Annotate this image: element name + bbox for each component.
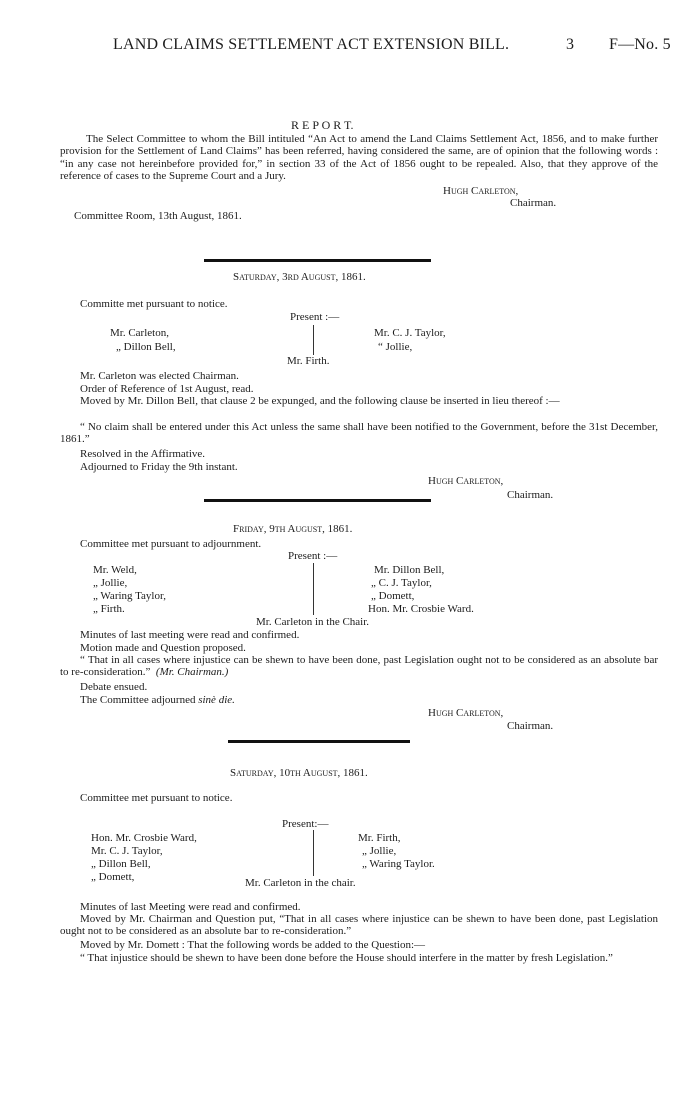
meeting3-line1: Minutes of last Meeting were read and confirmed. (80, 901, 301, 913)
meeting2-adjourned-line (80, 694, 235, 706)
meeting2-motion: “ That in all cases where injustice can be shewn to have been done, past Legislation ought not to be considered as an absolute bar to re-consideration.” (60, 654, 658, 679)
present-divider (313, 325, 314, 355)
report-heading: R E P O R T. (291, 118, 354, 132)
meeting1-motion: Moved by Mr. Dillon Bell, that clause 2 be expunged, and the following clause be inserted in lieu thereof :— (80, 395, 560, 407)
section-divider (228, 740, 410, 743)
meeting3-present-left-1: Hon. Mr. Crosbie Ward, (91, 832, 197, 844)
meeting3-present-label: Present:— (282, 818, 329, 830)
meeting1-adjourned: Adjourned to Friday the 9th instant. (80, 461, 238, 473)
meeting2-motion-attribution: (Mr. Chairman.) (155, 666, 229, 679)
page-number: 3 (566, 36, 575, 53)
meeting3-present-right-2: „ Jollie, (362, 845, 397, 857)
meeting1-line1: Mr. Carleton was elected Chairman. (80, 370, 239, 382)
meeting2-present-label: Present :— (288, 550, 338, 562)
meeting2-present-left-4: „ Firth. (93, 603, 125, 615)
meeting2-motion-block (60, 654, 658, 679)
meeting1-signature-title: Chairman. (507, 489, 554, 501)
meeting3-present-left-2: Mr. C. J. Taylor, (91, 845, 163, 857)
meeting2-present-right-4: Hon. Mr. Crosbie Ward. (368, 603, 474, 615)
meeting3-present-right-3: „ Waring Taylor. (362, 858, 435, 870)
meeting2-line1: Minutes of last meeting were read and confirmed. (80, 629, 300, 641)
meeting3-quote: “ That injustice should be shewn to have been done before the House should interfere in the matter by fresh Legislation.” (80, 952, 613, 964)
meeting2-adjourned: The Committee adjourned (80, 694, 196, 706)
meeting1-present-left-2: „ Dillon Bell, (116, 341, 176, 353)
meeting1-clause: “ No claim shall be entered under this Act unless the same shall have been notified to the Government, before the 31st December, 1861.” (60, 421, 658, 446)
meeting3-opening: Committee met pursuant to notice. (80, 792, 233, 804)
report-place-date: Committee Room, 13th August, 1861. (74, 210, 242, 222)
meeting1-present-left-1: Mr. Carleton, (110, 327, 169, 339)
meeting2-chair: Mr. Carleton in the Chair. (256, 616, 370, 628)
meeting1-present-label: Present :— (290, 311, 340, 323)
report-body: The Select Committee to whom the Bill intituled “An Act to amend the Land Claims Settlement Act, 1856, and to make further provision for the Settlement of Land Claims” has been referred, having considered the same, are of opinion that the following words : “in any case not hereinbefore provided for,” in section 33 of the Act of 1856 ought to be repealed. Also, that they approve of the reference of cases to the Supreme Court and a Jury. (60, 133, 658, 183)
meeting2-present-right-2: „ C. J. Taylor, (371, 577, 432, 589)
report-signature-name: Hugh Carleton, (443, 185, 519, 197)
meeting2-present-right-3: „ Domett, (371, 590, 415, 602)
meeting3-present-right-1: Mr. Firth, (358, 832, 401, 844)
meeting2-signature-name: Hugh Carleton, (428, 707, 504, 719)
meeting2-signature-title: Chairman. (507, 720, 554, 732)
meeting3-date: Saturday, 10th August, 1861. (230, 767, 368, 779)
meeting1-date: Saturday, 3rd August, 1861. (233, 271, 366, 283)
meeting2-debate: Debate ensued. (80, 681, 148, 693)
document-reference: F—No. 5 (609, 36, 671, 53)
section-divider (204, 259, 431, 262)
running-title: LAND CLAIMS SETTLEMENT ACT EXTENSION BILL. (113, 36, 510, 53)
meeting3-motion2: Moved by Mr. Domett : That the following words be added to the Question:— (80, 939, 426, 951)
meeting2-present-right-1: Mr. Dillon Bell, (374, 564, 445, 576)
meeting2-present-left-3: „ Waring Taylor, (93, 590, 166, 602)
meeting3-present-left-4: „ Domett, (91, 871, 135, 883)
present-divider (313, 563, 314, 615)
meeting2-line2: Motion made and Question proposed. (80, 642, 246, 654)
meeting1-opening: Committe met pursuant to notice. (80, 298, 228, 310)
meeting2-adjourned-latin: sinè die. (198, 694, 235, 706)
report-signature-title: Chairman. (510, 197, 557, 209)
meeting2-present-left-2: „ Jollie, (93, 577, 128, 589)
section-divider (204, 499, 431, 502)
meeting1-present-right-2: “ Jollie, (378, 341, 413, 353)
meeting1-resolved: Resolved in the Affirmative. (80, 448, 206, 460)
meeting2-opening: Committee met pursuant to adjournment. (80, 538, 262, 550)
meeting3-motion: Moved by Mr. Chairman and Question put, “That in all cases where injustice can be shewn to have been done, past Legislation ought not to be considered as an absolute bar to re-consideration.” (60, 913, 658, 938)
meeting3-present-left-3: „ Dillon Bell, (91, 858, 151, 870)
meeting1-present-right-1: Mr. C. J. Taylor, (374, 327, 446, 339)
meeting2-date: Friday, 9th August, 1861. (233, 523, 353, 535)
meeting1-line2: Order of Reference of 1st August, read. (80, 383, 254, 395)
meeting1-signature-name: Hugh Carleton, (428, 475, 504, 487)
meeting1-present-center: Mr. Firth. (287, 355, 330, 367)
present-divider (313, 830, 314, 876)
meeting3-chair: Mr. Carleton in the chair. (245, 877, 356, 889)
meeting2-present-left-1: Mr. Weld, (93, 564, 137, 576)
